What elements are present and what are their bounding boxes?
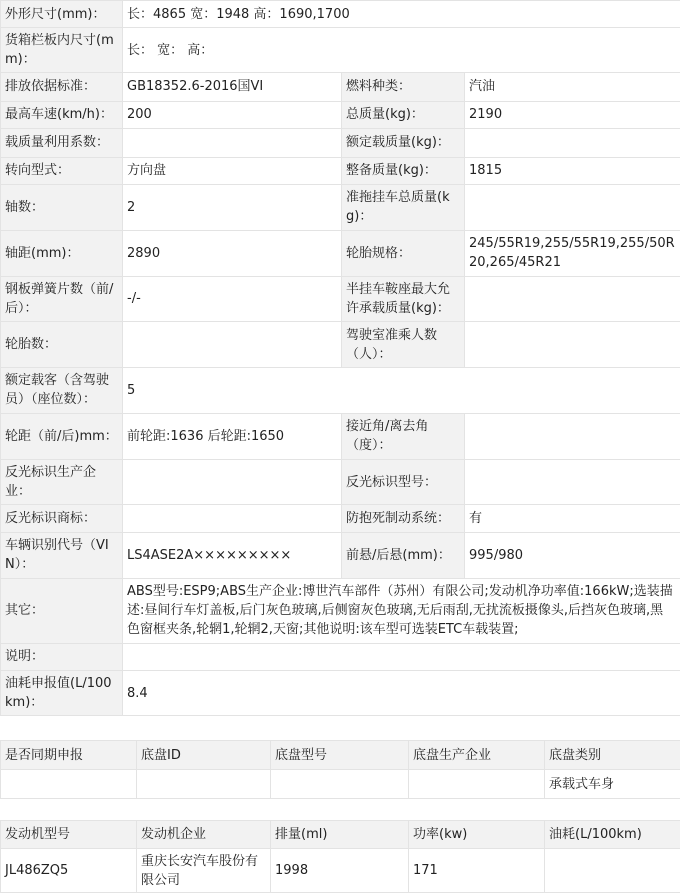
other-value: ABS型号:ESP9;ABS生产企业:博世汽车部件（苏州）有限公司;发动机净功率值:166kW;选装描述:昼间行车灯盖板,后门灰色玻璃,后侧窗灰色玻璃,无后雨刮,无扰流板摄像头,后挡灰色玻璃,黑色窗框夹条,轮辋1,轮辋2,天窗;其他说明:该车型可选装ETC车载装置; bbox=[123, 578, 680, 643]
note-value bbox=[123, 643, 680, 670]
spec-row bbox=[1, 505, 680, 532]
dimensions-label: 外形尺寸(mm)： bbox=[1, 1, 123, 28]
track-label: 轮距（前/后)mm： bbox=[1, 413, 123, 459]
load-util-value bbox=[123, 129, 342, 157]
cargo-box-value: 长： 宽： 高： bbox=[123, 28, 680, 73]
max-speed-label: 最高车速(km/h)： bbox=[1, 101, 123, 128]
spec-row bbox=[1, 157, 680, 184]
other-label: 其它： bbox=[1, 578, 123, 643]
leaf-springs-value: -/- bbox=[123, 276, 342, 322]
dimensions-value: 长：4865 宽：1948 高：1690,1700 bbox=[123, 1, 680, 28]
spec-row bbox=[1, 28, 680, 73]
fuel-reported-label: 油耗申报值(L/100km)： bbox=[1, 671, 123, 716]
note-label: 说明： bbox=[1, 643, 123, 670]
engine-header-cell: 油耗(L/100km) bbox=[545, 821, 680, 849]
seats-value: 5 bbox=[123, 368, 680, 414]
reflector-maker-label: 反光标识生产企业： bbox=[1, 459, 123, 505]
chassis-header-cell: 是否同期申报 bbox=[1, 741, 137, 770]
engine-header-row bbox=[1, 821, 680, 849]
vin-value: LS4ASE2A××××××××× bbox=[123, 532, 342, 578]
chassis-cell: 承载式车身 bbox=[545, 770, 680, 799]
axles-label: 轴数： bbox=[1, 185, 123, 231]
axles-value: 2 bbox=[123, 185, 342, 231]
total-mass-label: 总质量(kg)： bbox=[342, 101, 465, 128]
chassis-cell bbox=[271, 770, 409, 799]
chassis-header-cell: 底盘ID bbox=[137, 741, 271, 770]
spec-row bbox=[1, 276, 680, 322]
chassis-table bbox=[0, 740, 680, 799]
total-mass-value: 2190 bbox=[465, 101, 680, 128]
spec-row bbox=[1, 1, 680, 28]
spec-row bbox=[1, 671, 680, 716]
wheelbase-label: 轴距(mm)： bbox=[1, 230, 123, 276]
track-value: 前轮距:1636 后轮距:1650 bbox=[123, 413, 342, 459]
overhang-label: 前悬/后悬(mm)： bbox=[342, 532, 465, 578]
overhang-value: 995/980 bbox=[465, 532, 680, 578]
engine-table bbox=[0, 820, 680, 893]
spec-row bbox=[1, 73, 680, 101]
rated-load-label: 额定载质量(kg)： bbox=[342, 129, 465, 157]
tire-count-value bbox=[123, 322, 342, 368]
engine-cell: 重庆长安汽车股份有限公司 bbox=[137, 849, 271, 893]
engine-data-row bbox=[1, 849, 680, 893]
reflector-brand-label: 反光标识商标： bbox=[1, 505, 123, 532]
spec-row bbox=[1, 578, 680, 643]
spec-row bbox=[1, 230, 680, 276]
spec-row bbox=[1, 101, 680, 128]
abs-label: 防抱死制动系统： bbox=[342, 505, 465, 532]
fuel-type-value: 汽油 bbox=[465, 73, 680, 101]
cab-passengers-value bbox=[465, 322, 680, 368]
emission-std-value: GB18352.6-2016国VI bbox=[123, 73, 342, 101]
spec-row bbox=[1, 185, 680, 231]
chassis-header-cell: 底盘生产企业 bbox=[409, 741, 545, 770]
spec-row bbox=[1, 413, 680, 459]
reflector-maker-value bbox=[123, 459, 342, 505]
abs-value: 有 bbox=[465, 505, 680, 532]
curb-mass-label: 整备质量(kg)： bbox=[342, 157, 465, 184]
seats-label: 额定载客（含驾驶员）（座位数）： bbox=[1, 368, 123, 414]
tire-count-label: 轮胎数： bbox=[1, 322, 123, 368]
trailer-mass-value bbox=[465, 185, 680, 231]
chassis-cell bbox=[1, 770, 137, 799]
leaf-springs-label: 钢板弹簧片数（前/后）： bbox=[1, 276, 123, 322]
cargo-box-label: 货箱栏板内尺寸(mm)： bbox=[1, 28, 123, 73]
rated-load-value bbox=[465, 129, 680, 157]
chassis-header-cell: 底盘型号 bbox=[271, 741, 409, 770]
chassis-header-row bbox=[1, 741, 680, 770]
engine-header-cell: 发动机企业 bbox=[137, 821, 271, 849]
chassis-cell bbox=[137, 770, 271, 799]
max-speed-value: 200 bbox=[123, 101, 342, 128]
steering-value: 方向盘 bbox=[123, 157, 342, 184]
wheelbase-value: 2890 bbox=[123, 230, 342, 276]
reflector-model-label: 反光标识型号： bbox=[342, 459, 465, 505]
vin-label: 车辆识别代号（VIN）： bbox=[1, 532, 123, 578]
spec-row bbox=[1, 129, 680, 157]
spec-row bbox=[1, 532, 680, 578]
chassis-cell bbox=[409, 770, 545, 799]
chassis-data-row bbox=[1, 770, 680, 799]
steering-label: 转向型式： bbox=[1, 157, 123, 184]
tire-spec-label: 轮胎规格： bbox=[342, 230, 465, 276]
saddle-load-value bbox=[465, 276, 680, 322]
engine-cell: JL486ZQ5 bbox=[1, 849, 137, 893]
chassis-header-cell: 底盘类别 bbox=[545, 741, 680, 770]
engine-header-cell: 排量(ml) bbox=[271, 821, 409, 849]
emission-std-label: 排放依据标准： bbox=[1, 73, 123, 101]
saddle-load-label: 半挂车鞍座最大允许承载质量(kg)： bbox=[342, 276, 465, 322]
fuel-reported-value: 8.4 bbox=[123, 671, 680, 716]
engine-cell: 1998 bbox=[271, 849, 409, 893]
spec-row bbox=[1, 459, 680, 505]
reflector-model-value bbox=[465, 459, 680, 505]
engine-cell: 171 bbox=[409, 849, 545, 893]
reflector-brand-value bbox=[123, 505, 342, 532]
approach-angle-value bbox=[465, 413, 680, 459]
fuel-type-label: 燃料种类： bbox=[342, 73, 465, 101]
tire-spec-value: 245/55R19,255/55R19,255/50R20,265/45R21 bbox=[465, 230, 680, 276]
spec-row bbox=[1, 643, 680, 670]
spec-row bbox=[1, 322, 680, 368]
cab-passengers-label: 驾驶室准乘人数（人）： bbox=[342, 322, 465, 368]
engine-cell bbox=[545, 849, 680, 893]
spec-row bbox=[1, 368, 680, 414]
load-util-label: 载质量利用系数： bbox=[1, 129, 123, 157]
engine-header-cell: 发动机型号 bbox=[1, 821, 137, 849]
trailer-mass-label: 准拖挂车总质量(kg)： bbox=[342, 185, 465, 231]
approach-angle-label: 接近角/离去角（度）： bbox=[342, 413, 465, 459]
curb-mass-value: 1815 bbox=[465, 157, 680, 184]
engine-header-cell: 功率(kw) bbox=[409, 821, 545, 849]
